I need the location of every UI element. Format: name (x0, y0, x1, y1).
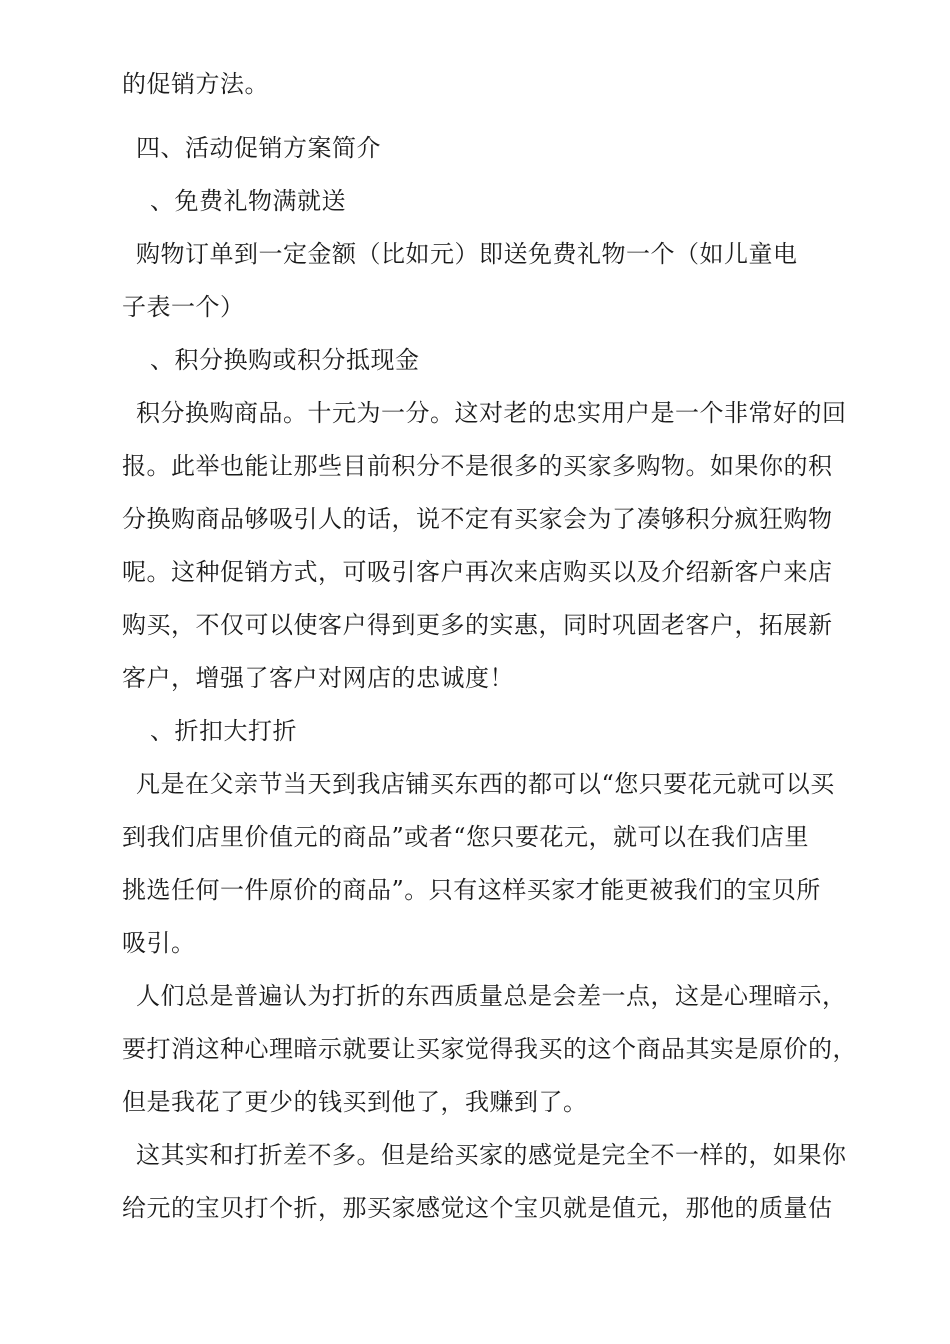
text-line: 的促销方法。 (122, 70, 269, 98)
text-line: 吸引。 (122, 929, 196, 957)
subsection-heading: 、积分换购或积分抵现金 (150, 346, 420, 374)
text-line: 要打消这种心理暗示就要让买家觉得我买的这个商品其实是原价的， (122, 1035, 857, 1063)
text-line: 购买，不仅可以使客户得到更多的实惠，同时巩固老客户，拓展新 (122, 611, 833, 639)
text-line: 报。此举也能让那些目前积分不是很多的买家多购物。如果你的积 (122, 452, 833, 480)
text-line: 购物订单到一定金额（比如元）即送免费礼物一个（如儿童电 (136, 240, 798, 268)
text-line: 这其实和打折差不多。但是给买家的感觉是完全不一样的，如果你 (136, 1141, 847, 1169)
text-line: 分换购商品够吸引人的话，说不定有买家会为了凑够积分疯狂购物 (122, 505, 833, 533)
text-line: 到我们店里价值元的商品”或者“您只要花元，就可以在我们店里 (122, 823, 810, 851)
text-line: 给元的宝贝打个折，那买家感觉这个宝贝就是值元，那他的质量估 (122, 1194, 833, 1222)
text-line: 挑选任何一件原价的商品”。只有这样买家才能更被我们的宝贝所 (122, 876, 821, 904)
text-line: 子表一个） (122, 293, 245, 321)
section-heading: 四、活动促销方案简介 (136, 134, 381, 162)
text-line: 但是我花了更少的钱买到他了，我赚到了。 (122, 1088, 588, 1116)
text-line: 凡是在父亲节当天到我店铺买东西的都可以“您只要花元就可以买 (136, 770, 835, 798)
subsection-heading: 、免费礼物满就送 (150, 187, 346, 215)
text-line: 客户，增强了客户对网店的忠诚度！ (122, 664, 514, 692)
subsection-heading: 、折扣大打折 (150, 717, 297, 745)
text-line: 呢。这种促销方式，可吸引客户再次来店购买以及介绍新客户来店 (122, 558, 833, 586)
text-line: 人们总是普遍认为打折的东西质量总是会差一点，这是心理暗示， (136, 982, 847, 1010)
text-line: 积分换购商品。十元为一分。这对老的忠实用户是一个非常好的回 (136, 399, 847, 427)
